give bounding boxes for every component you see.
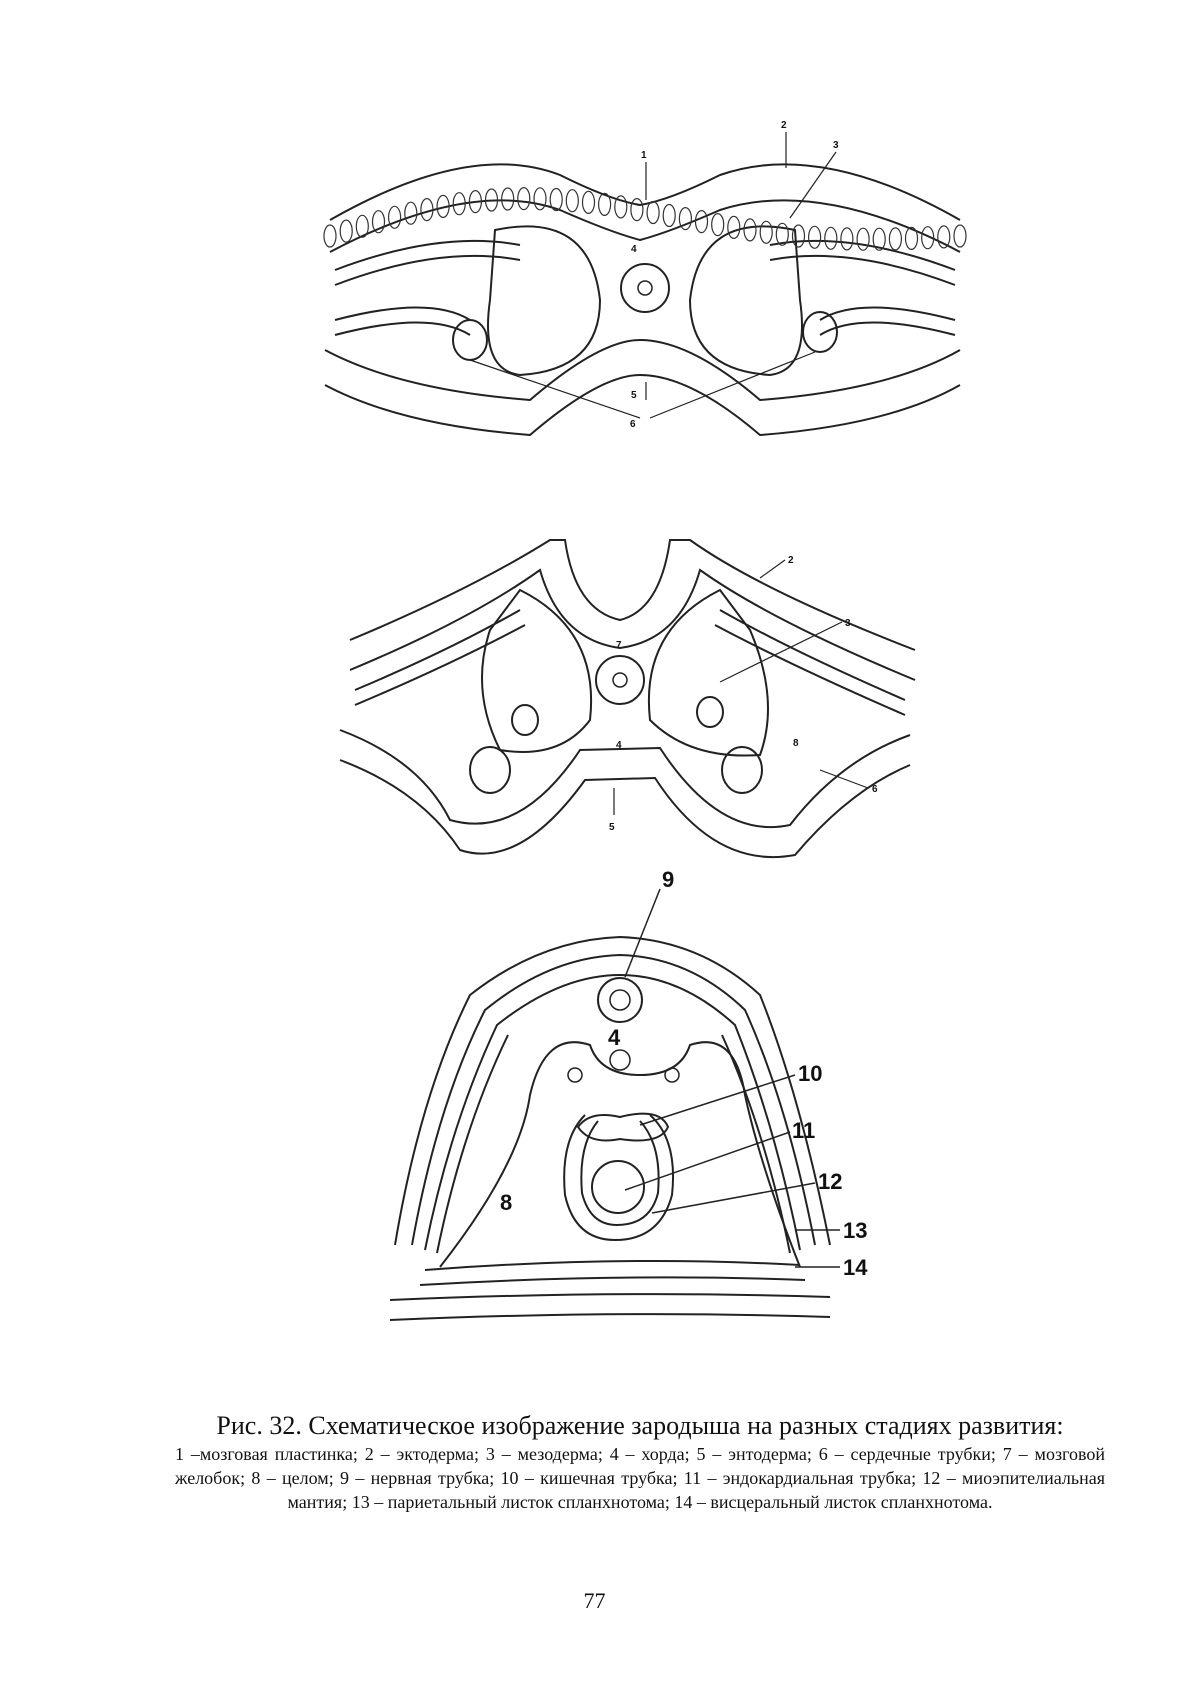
label-8: 8: [793, 738, 799, 749]
ectoderm-cell: [712, 214, 724, 236]
caption-title: Рис. 32. Схематическое изображение зародыша на разных стадиях развития:: [216, 1411, 1064, 1440]
embryo-figure-stage-1: [0, 100, 1189, 485]
label-3: 3: [845, 618, 851, 629]
label-3: 3: [833, 140, 839, 151]
ectoderm-cell: [793, 225, 805, 247]
ectoderm-cell: [857, 228, 869, 250]
label-4: 4: [608, 1025, 621, 1050]
embryo-figure-stage-3: [0, 867, 1189, 1330]
label-5: 5: [609, 822, 615, 833]
label-6: 6: [630, 419, 636, 430]
ectoderm-cell: [889, 228, 901, 250]
ectoderm-cell: [825, 227, 837, 249]
label-11: 11: [792, 1118, 816, 1143]
label-2: 2: [788, 555, 794, 566]
ectoderm-cell: [809, 226, 821, 248]
label-8: 8: [500, 1190, 513, 1215]
ectoderm-cell: [728, 216, 740, 238]
label-7: 7: [616, 640, 622, 651]
ectoderm-cell: [744, 219, 756, 241]
page-number: 77: [583, 1588, 606, 1613]
label-5: 5: [631, 390, 637, 401]
ectoderm-cell: [776, 223, 788, 245]
label-10: 10: [798, 1061, 823, 1086]
label-13: 13: [843, 1218, 868, 1243]
ectoderm-cell: [841, 228, 853, 250]
caption-body: 1 –мозговая пластинка; 2 – эктодерма; 3 – мезодерма; 4 – хорда; 5 – энтодерма; 6 – сердечные трубки; 7 – мозговой желобок; 8 – целом; 9 – нервная трубка; 10 – кишечная трубка; 11 – эндокардиальная трубка; 12 – миоэпителиальная мантия; 13 – париетальный листок спланхнотома; 14 – висцеральный листок спланхнотома.: [175, 1444, 1105, 1512]
label-4: 4: [616, 740, 622, 751]
label-9: 9: [662, 867, 675, 892]
label-6: 6: [872, 784, 878, 795]
label-12: 12: [818, 1169, 843, 1194]
label-2: 2: [781, 120, 787, 131]
label-14: 14: [843, 1255, 868, 1280]
label-1: 1: [641, 150, 647, 161]
label-4: 4: [631, 244, 637, 255]
embryo-figure-stage-2: [0, 530, 1189, 895]
ectoderm-cell: [760, 221, 772, 243]
figure-caption: [175, 1410, 1105, 1514]
